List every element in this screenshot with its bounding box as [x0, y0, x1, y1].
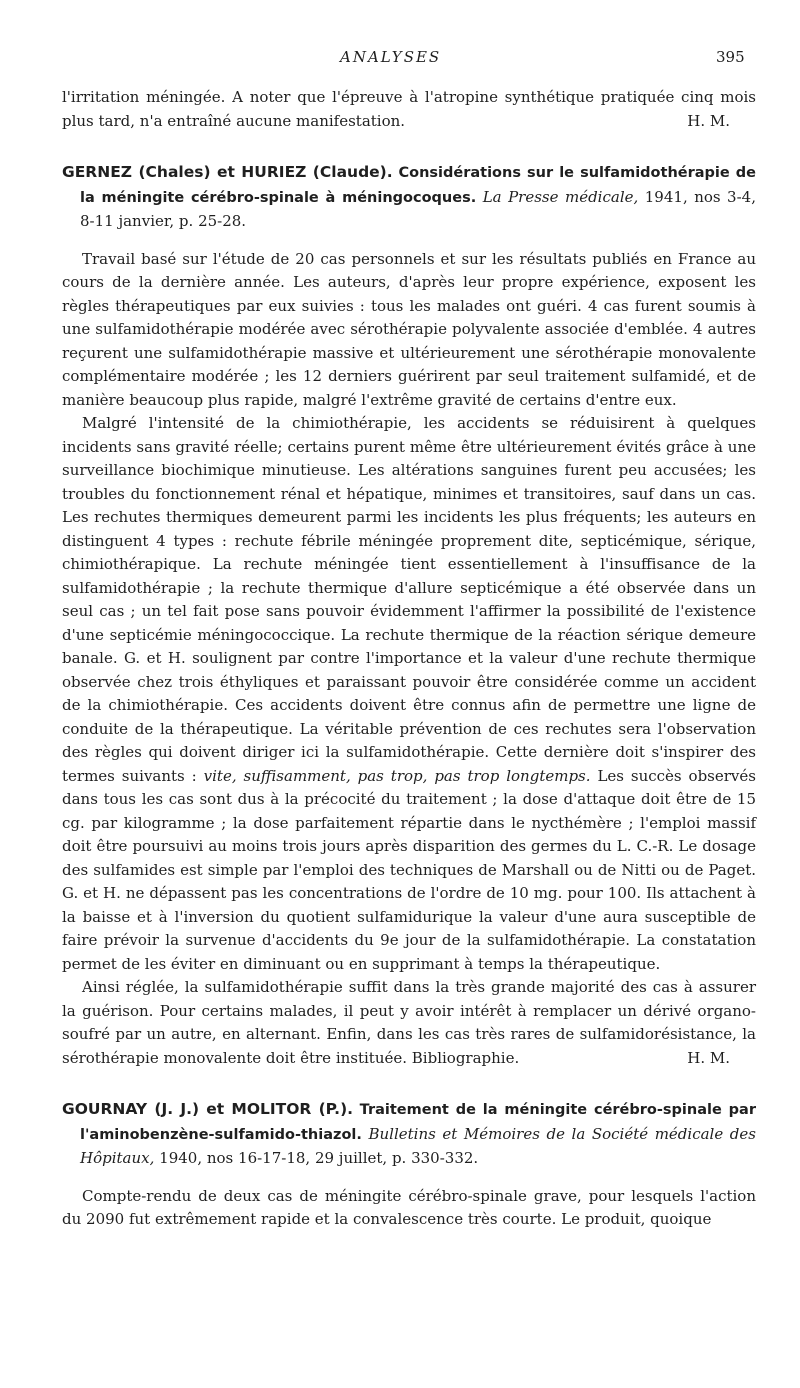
- entry-citation: 1941, nos 3-4, 8-11 janvier, p. 25-28.: [80, 187, 756, 230]
- continuation-text: l'irritation méningée. A noter que l'épreuve à l'atropine synthétique pratiquée cinq mois plus tard, n'a entraîné aucune manifestation.: [62, 88, 756, 130]
- entry-journal: Bulletins et Mémoires de la Société médicale des Hôpitaux,: [80, 1124, 756, 1167]
- running-title: ANALYSES: [340, 48, 442, 66]
- emphasis-text: vite, suffisamment, pas trop, pas trop longtemps.: [203, 766, 591, 785]
- entry-citation: 1940, nos 16-17-18, 29 juillet, p. 330-332.: [159, 1149, 479, 1167]
- entry-authors: GOURNAY (J. J.) et MOLITOR (P.).: [62, 1100, 354, 1118]
- entry-title: Traitement de la méningite cérébro-spinale par l'aminobenzène-sulfamido-thiazol.: [80, 1102, 756, 1143]
- page-content: [62, 86, 756, 1232]
- abstract-paragraph: [62, 412, 756, 976]
- paragraph-text: Les succès observés dans tous les cas sont dus à la précocité du traitement ; la dose d'attaque doit être de 15 cg. par kilogramme ; la dose parfaitement répartie dans le nycthémère ; l'emploi massif doit être poursuivi au moins trois jours après disparition des germes du L. C.-R. Le dosage des sulfamides est simple par l'emploi des techniques de Marshall ou de Nitti ou de Paget. G. et H. ne dépassent pas les concentrations de l'ordre de 10 mg. pour 100. Ils attachent à la baisse et à l'inversion du quotient sulfamidurique la valeur d'une aura susceptible de faire prévoir la survenue d'accidents du 9e jour de la sulfamidothérapie. La constatation permet de les éviter en diminuant ou en supprimant à temps la thérapeutique.: [62, 766, 756, 973]
- entry-journal: La Presse médicale,: [482, 187, 639, 206]
- paragraph-text: Ainsi réglée, la sulfamidothérapie suffit dans la très grande majorité des cas à assurer la guérison. Pour certains malades, il peut y avoir intérêt à remplacer un dérivé organo-soufré par un autre, en alternant. Enfin, dans les cas très rares de sulfamidorésistance, la sérothérapie monovalente doit être instituée. Bibliographie.: [62, 978, 756, 1067]
- continuation-paragraph: [62, 86, 756, 133]
- abstract-paragraph: Travail basé sur l'étude de 20 cas personnels et sur les résultats publiés en France au cours de la dernière année. Les auteurs, d'après leur propre expérience, exposent les règles thérapeutiques par eux suivies : tous les malades ont guéri. 4 cas furent soumis à une sulfamidothérapie modérée avec sérothérapie polyvalente associée d'emblée. 4 autres reçurent une sulfamidothérapie massive et ultérieurement une sérothérapie monovalente complémentaire modérée ; les 12 derniers guérirent par seul traitement sulfamidé, et de manière beaucoup plus rapide, malgré l'extrême gravité de certains d'entre eux.: [62, 249, 756, 409]
- entry-heading: [62, 161, 756, 234]
- abstract-paragraph: [62, 976, 756, 1070]
- page-number: 395: [716, 48, 745, 66]
- abstract-paragraph: Compte-rendu de deux cas de méningite cérébro-spinale grave, pour lesquels l'action du 2090 fut extrêmement rapide et la convalescence très courte. Le produit, quoique: [62, 1186, 756, 1228]
- entry-authors: GERNEZ (Chales) et HURIEZ (Claude).: [62, 163, 393, 181]
- page-header: [0, 48, 800, 72]
- signature: H. M.: [687, 111, 730, 130]
- signature: H. M.: [687, 1048, 730, 1067]
- paragraph-text: Malgré l'intensité de la chimiothérapie, les accidents se réduisirent à quelques incidents sans gravité réelle; certains purent même être ultérieurement évités grâce à une surveillance biochimique minutieuse. Les altérations sanguines furent peu accusées; les troubles du fonctionnement rénal et hépatique, minimes et transitoires, sauf dans un cas. Les rechutes thermiques demeurent parmi les incidents les plus fréquents; les auteurs en distinguent 4 types : rechute fébrile méningée proprement dite, septicémique, sérique, chimiothérapique. La rechute méningée tient essentiellement à l'insuffisance de la sulfamidothérapie ; la rechute thermique d'allure septicémique a été observée dans un seul cas ; un tel fait pose sans pouvoir évidemment l'affirmer la possibilité de l'existence d'une septicémie méningococcique. La rechute thermique de la réaction sérique demeure banale. G. et H. soulignent par contre l'importance et la valeur d'une rechute thermique observée chez trois éthyliques et paraissant pouvoir être considérée comme un accident de la chimiothérapie. Ces accidents doivent être connus afin de permettre une ligne de conduite de la thérapeutique. La véritable prévention de ces rechutes sera l'observation des règles qui doivent diriger ici la sulfamidothérapie. Cette dernière doit s'inspirer des termes suivants :: [62, 414, 756, 785]
- entry-heading: [62, 1098, 756, 1171]
- entry-title: Considérations sur le sulfamidothérapie de la méningite cérébro-spinale à méningocoques.: [80, 165, 757, 206]
